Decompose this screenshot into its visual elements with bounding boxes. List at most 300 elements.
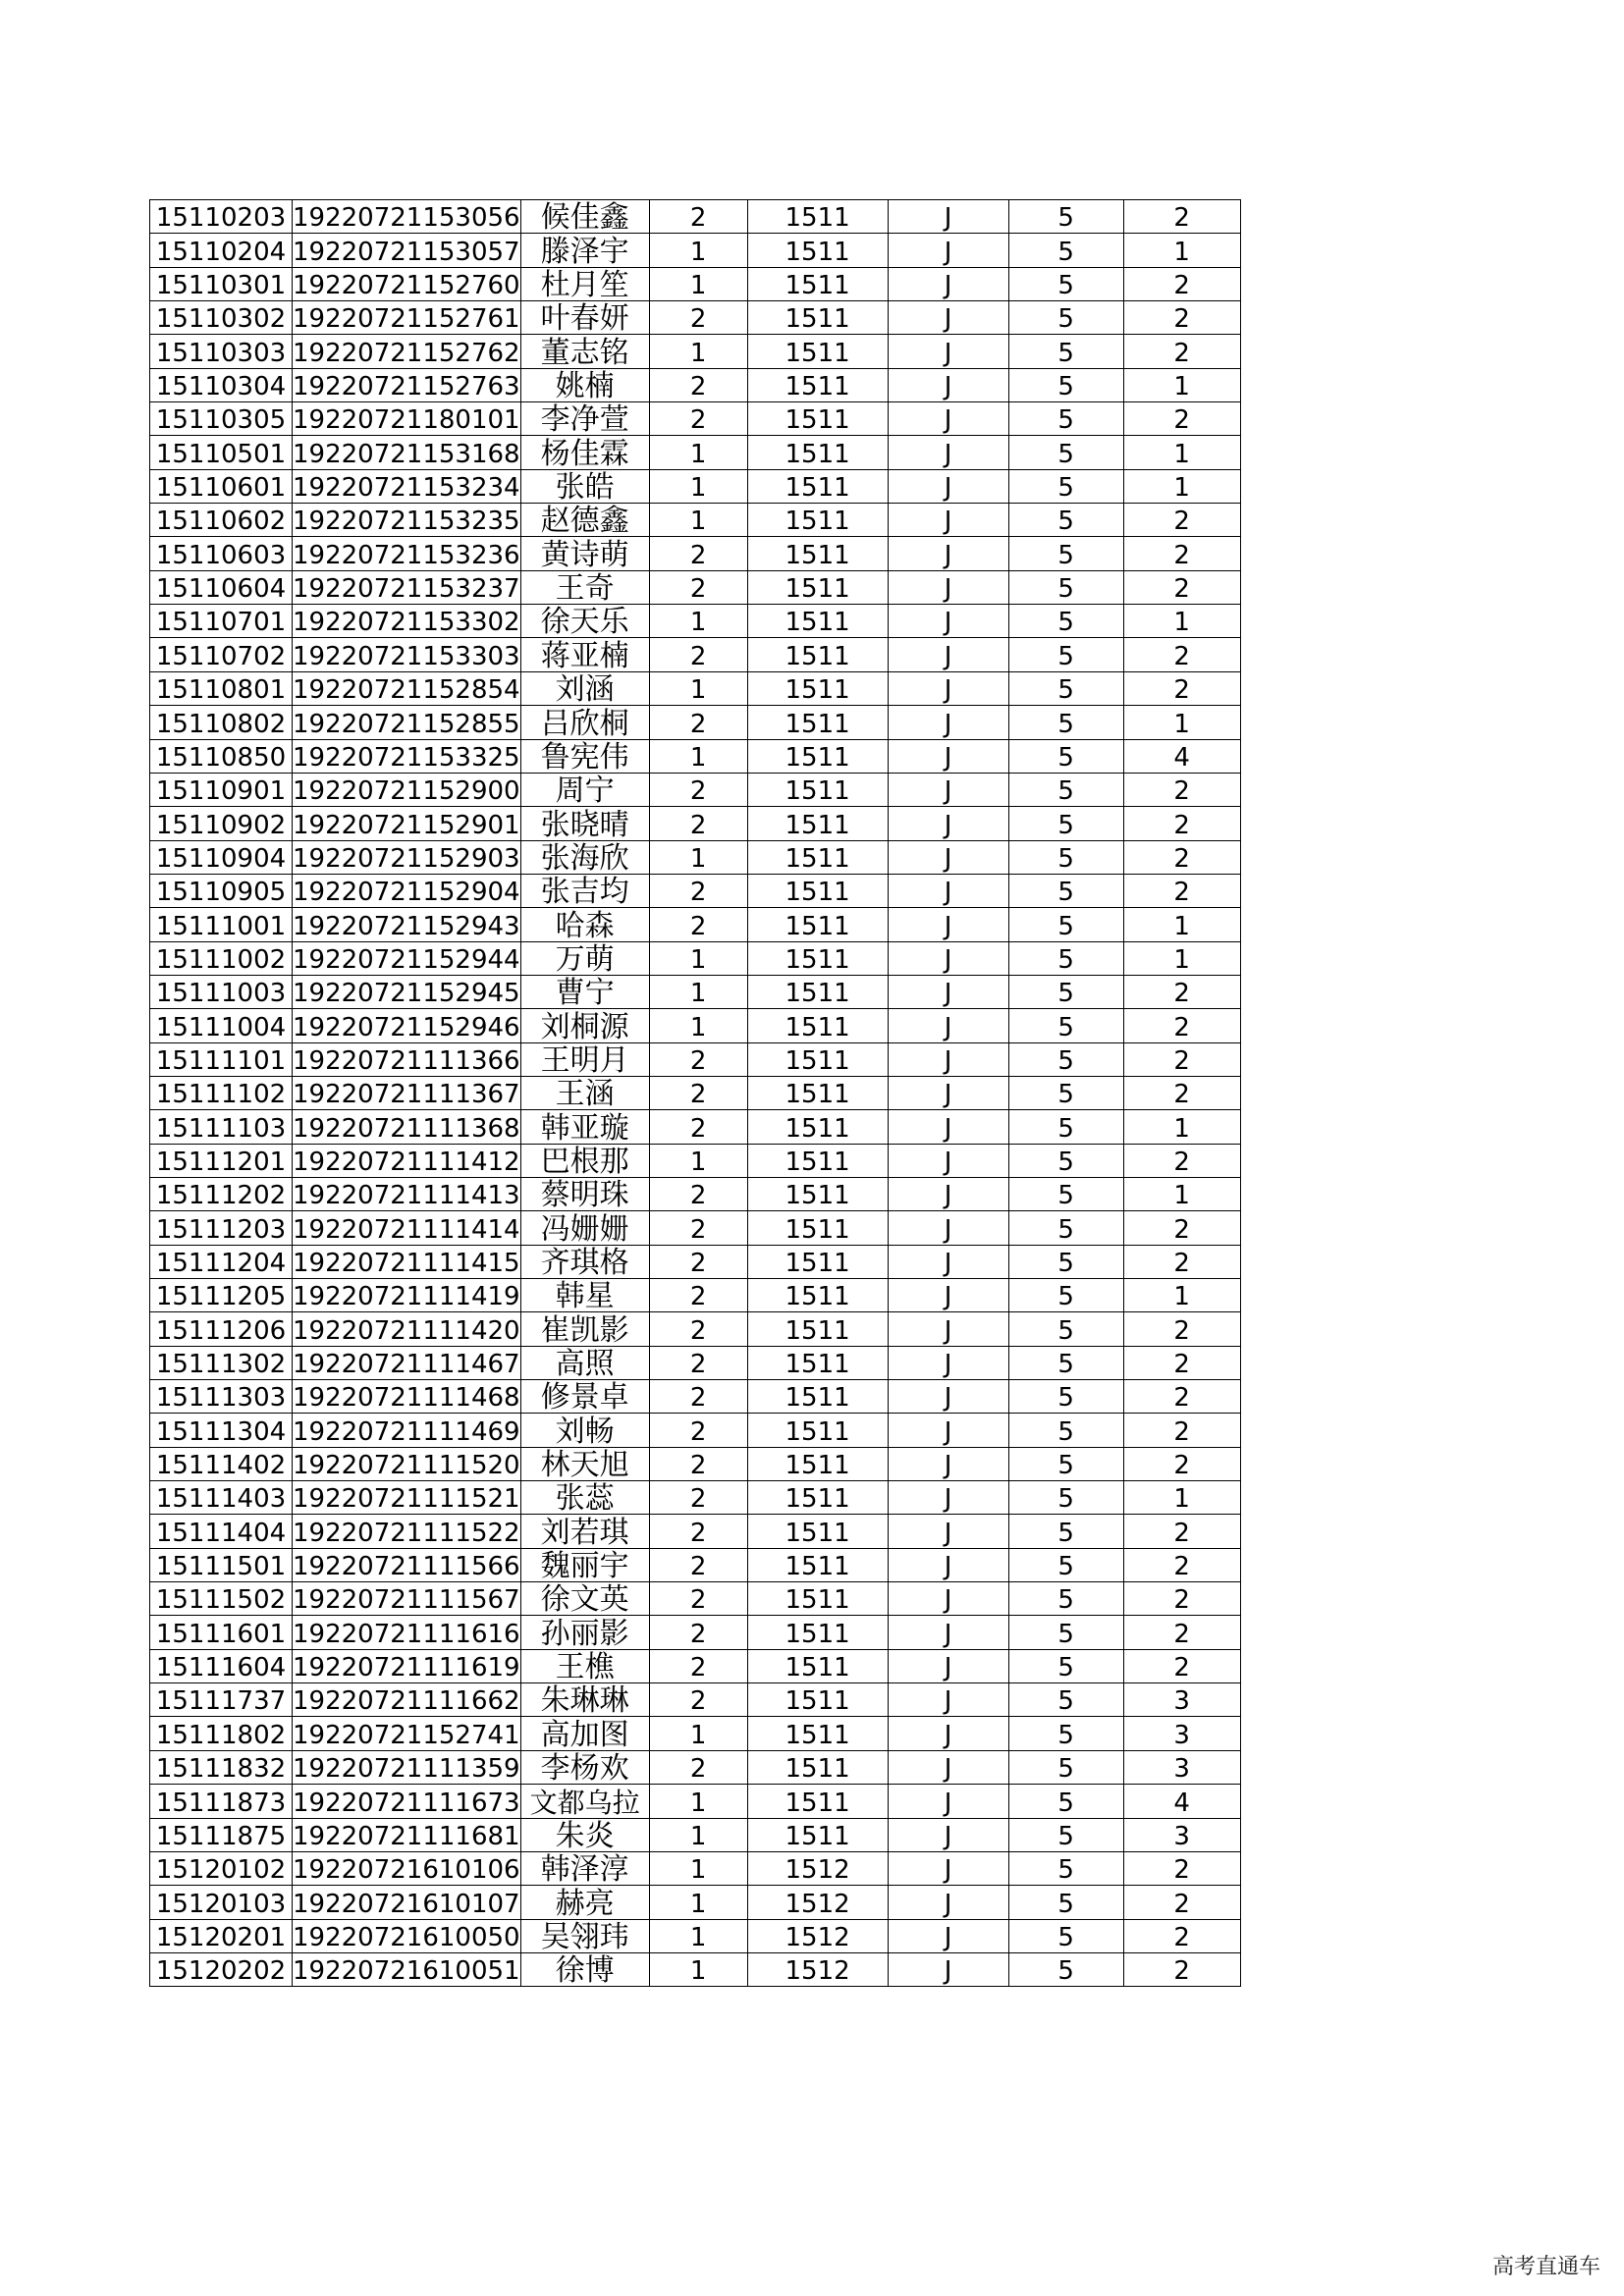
level-cell: 5 bbox=[1008, 1683, 1123, 1717]
name-cell: 候佳鑫 bbox=[520, 200, 649, 234]
registration-number-cell: 19220721152946 bbox=[293, 1009, 521, 1042]
subject-code-cell: 2 bbox=[1123, 1548, 1240, 1581]
level-cell: 5 bbox=[1008, 1649, 1123, 1682]
class-code-cell: 1511 bbox=[747, 1785, 888, 1818]
class-code-cell: 1511 bbox=[747, 671, 888, 705]
level-cell: 5 bbox=[1008, 570, 1123, 604]
gender-code-cell: 2 bbox=[649, 402, 747, 436]
name-cell: 崔凯影 bbox=[520, 1312, 649, 1346]
name-cell: 滕泽宇 bbox=[520, 234, 649, 267]
subject-code-cell: 1 bbox=[1123, 1177, 1240, 1210]
registration-number-cell: 19220721153325 bbox=[293, 739, 521, 773]
class-code-cell: 1511 bbox=[747, 1717, 888, 1750]
registration-number-cell: 19220721111415 bbox=[293, 1245, 521, 1278]
category-cell: J bbox=[888, 1886, 1008, 1919]
exam-id-cell: 15111501 bbox=[150, 1548, 293, 1581]
exam-id-cell: 15110602 bbox=[150, 504, 293, 537]
subject-code-cell: 2 bbox=[1123, 1076, 1240, 1109]
name-cell: 文都乌拉 bbox=[520, 1785, 649, 1818]
gender-code-cell: 2 bbox=[649, 1414, 747, 1447]
subject-code-cell: 1 bbox=[1123, 368, 1240, 401]
name-cell: 万萌 bbox=[520, 941, 649, 975]
category-cell: J bbox=[888, 1851, 1008, 1885]
name-cell: 林天旭 bbox=[520, 1447, 649, 1480]
subject-code-cell: 2 bbox=[1123, 1346, 1240, 1379]
class-code-cell: 1511 bbox=[747, 941, 888, 975]
class-code-cell: 1511 bbox=[747, 1447, 888, 1480]
table-row bbox=[150, 1177, 1241, 1210]
subject-code-cell: 2 bbox=[1123, 200, 1240, 234]
gender-code-cell: 1 bbox=[649, 469, 747, 503]
name-cell: 黄诗萌 bbox=[520, 537, 649, 570]
name-cell: 王奇 bbox=[520, 570, 649, 604]
exam-id-cell: 15111403 bbox=[150, 1481, 293, 1515]
level-cell: 5 bbox=[1008, 638, 1123, 671]
category-cell: J bbox=[888, 638, 1008, 671]
table-row bbox=[150, 570, 1241, 604]
registration-number-cell: 19220721153056 bbox=[293, 200, 521, 234]
category-cell: J bbox=[888, 1346, 1008, 1379]
name-cell: 张蕊 bbox=[520, 1481, 649, 1515]
subject-code-cell: 2 bbox=[1123, 537, 1240, 570]
level-cell: 5 bbox=[1008, 1851, 1123, 1885]
exam-id-cell: 15111101 bbox=[150, 1042, 293, 1076]
exam-id-cell: 15120103 bbox=[150, 1886, 293, 1919]
table-row bbox=[150, 975, 1241, 1008]
level-cell: 5 bbox=[1008, 1177, 1123, 1210]
exam-id-cell: 15110204 bbox=[150, 234, 293, 267]
category-cell: J bbox=[888, 1009, 1008, 1042]
class-code-cell: 1511 bbox=[747, 605, 888, 638]
table-row bbox=[150, 874, 1241, 907]
category-cell: J bbox=[888, 335, 1008, 368]
category-cell: J bbox=[888, 1683, 1008, 1717]
name-cell: 巴根那 bbox=[520, 1144, 649, 1177]
table-row bbox=[150, 1481, 1241, 1515]
name-cell: 吕欣桐 bbox=[520, 706, 649, 739]
registration-number-cell: 19220721111522 bbox=[293, 1515, 521, 1548]
name-cell: 张晓晴 bbox=[520, 807, 649, 840]
gender-code-cell: 1 bbox=[649, 234, 747, 267]
level-cell: 5 bbox=[1008, 1042, 1123, 1076]
registration-number-cell: 19220721111520 bbox=[293, 1447, 521, 1480]
table-row bbox=[150, 1683, 1241, 1717]
exam-id-cell: 15110702 bbox=[150, 638, 293, 671]
exam-id-cell: 15110802 bbox=[150, 706, 293, 739]
level-cell: 5 bbox=[1008, 807, 1123, 840]
class-code-cell: 1511 bbox=[747, 807, 888, 840]
table-row bbox=[150, 1414, 1241, 1447]
exam-id-cell: 15111802 bbox=[150, 1717, 293, 1750]
gender-code-cell: 2 bbox=[649, 807, 747, 840]
registration-number-cell: 19220721152943 bbox=[293, 908, 521, 941]
exam-id-cell: 15110850 bbox=[150, 739, 293, 773]
name-cell: 刘若琪 bbox=[520, 1515, 649, 1548]
gender-code-cell: 2 bbox=[649, 1750, 747, 1784]
exam-id-cell: 15111604 bbox=[150, 1649, 293, 1682]
subject-code-cell: 2 bbox=[1123, 1211, 1240, 1245]
category-cell: J bbox=[888, 1952, 1008, 1986]
class-code-cell: 1511 bbox=[747, 402, 888, 436]
subject-code-cell: 2 bbox=[1123, 1616, 1240, 1649]
registration-number-cell: 19220721111467 bbox=[293, 1346, 521, 1379]
registration-number-cell: 19220721152945 bbox=[293, 975, 521, 1008]
gender-code-cell: 2 bbox=[649, 200, 747, 234]
table-row bbox=[150, 537, 1241, 570]
class-code-cell: 1511 bbox=[747, 1649, 888, 1682]
exam-id-cell: 15120102 bbox=[150, 1851, 293, 1885]
gender-code-cell: 2 bbox=[649, 1346, 747, 1379]
table-row bbox=[150, 1009, 1241, 1042]
name-cell: 徐博 bbox=[520, 1952, 649, 1986]
exam-id-cell: 15111201 bbox=[150, 1144, 293, 1177]
subject-code-cell: 2 bbox=[1123, 301, 1240, 335]
gender-code-cell: 1 bbox=[649, 504, 747, 537]
registration-number-cell: 19220721153237 bbox=[293, 570, 521, 604]
category-cell: J bbox=[888, 1279, 1008, 1312]
class-code-cell: 1511 bbox=[747, 301, 888, 335]
class-code-cell: 1511 bbox=[747, 1177, 888, 1210]
subject-code-cell: 2 bbox=[1123, 402, 1240, 436]
gender-code-cell: 1 bbox=[649, 436, 747, 469]
table-row bbox=[150, 1042, 1241, 1076]
subject-code-cell: 2 bbox=[1123, 504, 1240, 537]
category-cell: J bbox=[888, 1750, 1008, 1784]
gender-code-cell: 2 bbox=[649, 908, 747, 941]
subject-code-cell: 2 bbox=[1123, 1312, 1240, 1346]
level-cell: 5 bbox=[1008, 605, 1123, 638]
class-code-cell: 1511 bbox=[747, 1110, 888, 1144]
registration-number-cell: 19220721610051 bbox=[293, 1952, 521, 1986]
table-row bbox=[150, 1380, 1241, 1414]
name-cell: 张海欣 bbox=[520, 840, 649, 874]
category-cell: J bbox=[888, 1919, 1008, 1952]
exam-id-cell: 15110302 bbox=[150, 301, 293, 335]
category-cell: J bbox=[888, 1312, 1008, 1346]
class-code-cell: 1511 bbox=[747, 975, 888, 1008]
table-row bbox=[150, 1750, 1241, 1784]
class-code-cell: 1511 bbox=[747, 874, 888, 907]
subject-code-cell: 2 bbox=[1123, 1952, 1240, 1986]
exam-id-cell: 15111205 bbox=[150, 1279, 293, 1312]
exam-id-cell: 15111502 bbox=[150, 1582, 293, 1616]
category-cell: J bbox=[888, 469, 1008, 503]
registration-number-cell: 19220721111616 bbox=[293, 1616, 521, 1649]
level-cell: 5 bbox=[1008, 1346, 1123, 1379]
gender-code-cell: 1 bbox=[649, 1851, 747, 1885]
exam-id-cell: 15110501 bbox=[150, 436, 293, 469]
level-cell: 5 bbox=[1008, 773, 1123, 806]
level-cell: 5 bbox=[1008, 671, 1123, 705]
table-row bbox=[150, 739, 1241, 773]
gender-code-cell: 2 bbox=[649, 1211, 747, 1245]
exam-id-cell: 15111873 bbox=[150, 1785, 293, 1818]
category-cell: J bbox=[888, 1447, 1008, 1480]
name-cell: 韩泽淳 bbox=[520, 1851, 649, 1885]
name-cell: 杜月笙 bbox=[520, 267, 649, 300]
exam-id-cell: 15110901 bbox=[150, 773, 293, 806]
category-cell: J bbox=[888, 537, 1008, 570]
gender-code-cell: 2 bbox=[649, 301, 747, 335]
registration-number-cell: 19220721153302 bbox=[293, 605, 521, 638]
registration-number-cell: 19220721152944 bbox=[293, 941, 521, 975]
class-code-cell: 1511 bbox=[747, 908, 888, 941]
level-cell: 5 bbox=[1008, 1211, 1123, 1245]
table-row bbox=[150, 368, 1241, 401]
subject-code-cell: 2 bbox=[1123, 1582, 1240, 1616]
category-cell: J bbox=[888, 402, 1008, 436]
category-cell: J bbox=[888, 1785, 1008, 1818]
name-cell: 高加图 bbox=[520, 1717, 649, 1750]
level-cell: 5 bbox=[1008, 1380, 1123, 1414]
gender-code-cell: 1 bbox=[649, 1818, 747, 1851]
class-code-cell: 1511 bbox=[747, 1683, 888, 1717]
exam-id-cell: 15110603 bbox=[150, 537, 293, 570]
gender-code-cell: 1 bbox=[649, 975, 747, 1008]
gender-code-cell: 1 bbox=[649, 739, 747, 773]
category-cell: J bbox=[888, 570, 1008, 604]
level-cell: 5 bbox=[1008, 1818, 1123, 1851]
name-cell: 刘涵 bbox=[520, 671, 649, 705]
class-code-cell: 1511 bbox=[747, 1245, 888, 1278]
level-cell: 5 bbox=[1008, 908, 1123, 941]
registration-number-cell: 19220721152901 bbox=[293, 807, 521, 840]
category-cell: J bbox=[888, 975, 1008, 1008]
registration-number-cell: 19220721111367 bbox=[293, 1076, 521, 1109]
gender-code-cell: 2 bbox=[649, 570, 747, 604]
gender-code-cell: 1 bbox=[649, 335, 747, 368]
category-cell: J bbox=[888, 200, 1008, 234]
category-cell: J bbox=[888, 1717, 1008, 1750]
registration-number-cell: 19220721111566 bbox=[293, 1548, 521, 1581]
exam-id-cell: 15111102 bbox=[150, 1076, 293, 1109]
registration-number-cell: 19220721111414 bbox=[293, 1211, 521, 1245]
name-cell: 曹宁 bbox=[520, 975, 649, 1008]
table-row bbox=[150, 1919, 1241, 1952]
level-cell: 5 bbox=[1008, 1717, 1123, 1750]
exam-id-cell: 15111303 bbox=[150, 1380, 293, 1414]
subject-code-cell: 3 bbox=[1123, 1818, 1240, 1851]
table-row bbox=[150, 1211, 1241, 1245]
level-cell: 5 bbox=[1008, 1312, 1123, 1346]
category-cell: J bbox=[888, 908, 1008, 941]
subject-code-cell: 2 bbox=[1123, 1414, 1240, 1447]
subject-code-cell: 2 bbox=[1123, 975, 1240, 1008]
subject-code-cell: 2 bbox=[1123, 267, 1240, 300]
gender-code-cell: 1 bbox=[649, 1144, 747, 1177]
table-row bbox=[150, 1245, 1241, 1278]
gender-code-cell: 2 bbox=[649, 537, 747, 570]
exam-id-cell: 15111204 bbox=[150, 1245, 293, 1278]
gender-code-cell: 1 bbox=[649, 1785, 747, 1818]
table-row bbox=[150, 200, 1241, 234]
table-row bbox=[150, 706, 1241, 739]
subject-code-cell: 2 bbox=[1123, 1245, 1240, 1278]
gender-code-cell: 2 bbox=[649, 1042, 747, 1076]
category-cell: J bbox=[888, 1582, 1008, 1616]
category-cell: J bbox=[888, 605, 1008, 638]
table-row bbox=[150, 1312, 1241, 1346]
gender-code-cell: 2 bbox=[649, 1616, 747, 1649]
exam-id-cell: 15111304 bbox=[150, 1414, 293, 1447]
level-cell: 5 bbox=[1008, 1616, 1123, 1649]
registration-number-cell: 19220721111468 bbox=[293, 1380, 521, 1414]
class-code-cell: 1511 bbox=[747, 773, 888, 806]
class-code-cell: 1511 bbox=[747, 436, 888, 469]
name-cell: 王樵 bbox=[520, 1649, 649, 1682]
class-code-cell: 1511 bbox=[747, 840, 888, 874]
exam-id-cell: 15111004 bbox=[150, 1009, 293, 1042]
name-cell: 李杨欢 bbox=[520, 1750, 649, 1784]
table-body bbox=[150, 200, 1241, 1987]
level-cell: 5 bbox=[1008, 1952, 1123, 1986]
exam-id-cell: 15110601 bbox=[150, 469, 293, 503]
name-cell: 张皓 bbox=[520, 469, 649, 503]
gender-code-cell: 2 bbox=[649, 638, 747, 671]
class-code-cell: 1511 bbox=[747, 638, 888, 671]
category-cell: J bbox=[888, 504, 1008, 537]
class-code-cell: 1511 bbox=[747, 537, 888, 570]
name-cell: 徐文英 bbox=[520, 1582, 649, 1616]
name-cell: 赫亮 bbox=[520, 1886, 649, 1919]
exam-id-cell: 15111737 bbox=[150, 1683, 293, 1717]
registration-number-cell: 19220721152763 bbox=[293, 368, 521, 401]
category-cell: J bbox=[888, 301, 1008, 335]
subject-code-cell: 1 bbox=[1123, 1110, 1240, 1144]
gender-code-cell: 1 bbox=[649, 1009, 747, 1042]
class-code-cell: 1511 bbox=[747, 1548, 888, 1581]
subject-code-cell: 4 bbox=[1123, 739, 1240, 773]
level-cell: 5 bbox=[1008, 537, 1123, 570]
category-cell: J bbox=[888, 1211, 1008, 1245]
subject-code-cell: 2 bbox=[1123, 1144, 1240, 1177]
registration-number-cell: 19220721153303 bbox=[293, 638, 521, 671]
gender-code-cell: 2 bbox=[649, 1548, 747, 1581]
category-cell: J bbox=[888, 1414, 1008, 1447]
registration-number-cell: 19220721111413 bbox=[293, 1177, 521, 1210]
category-cell: J bbox=[888, 1548, 1008, 1581]
category-cell: J bbox=[888, 1144, 1008, 1177]
exam-id-cell: 15111003 bbox=[150, 975, 293, 1008]
gender-code-cell: 2 bbox=[649, 1649, 747, 1682]
registration-number-cell: 19220721152855 bbox=[293, 706, 521, 739]
exam-id-cell: 15111875 bbox=[150, 1818, 293, 1851]
name-cell: 韩星 bbox=[520, 1279, 649, 1312]
registration-number-cell: 19220721111368 bbox=[293, 1110, 521, 1144]
registration-number-cell: 19220721180101 bbox=[293, 402, 521, 436]
class-code-cell: 1511 bbox=[747, 1616, 888, 1649]
gender-code-cell: 2 bbox=[649, 1279, 747, 1312]
category-cell: J bbox=[888, 1481, 1008, 1515]
category-cell: J bbox=[888, 1818, 1008, 1851]
name-cell: 孙丽影 bbox=[520, 1616, 649, 1649]
level-cell: 5 bbox=[1008, 504, 1123, 537]
category-cell: J bbox=[888, 874, 1008, 907]
class-code-cell: 1511 bbox=[747, 706, 888, 739]
subject-code-cell: 2 bbox=[1123, 1919, 1240, 1952]
level-cell: 5 bbox=[1008, 941, 1123, 975]
watermark: 高考直通车 bbox=[1491, 2255, 1600, 2279]
level-cell: 5 bbox=[1008, 402, 1123, 436]
class-code-cell: 1511 bbox=[747, 267, 888, 300]
data-table bbox=[149, 199, 1241, 1987]
name-cell: 刘桐源 bbox=[520, 1009, 649, 1042]
level-cell: 5 bbox=[1008, 301, 1123, 335]
class-code-cell: 1511 bbox=[747, 1144, 888, 1177]
subject-code-cell: 2 bbox=[1123, 1886, 1240, 1919]
level-cell: 5 bbox=[1008, 1785, 1123, 1818]
name-cell: 叶春妍 bbox=[520, 301, 649, 335]
name-cell: 刘畅 bbox=[520, 1414, 649, 1447]
exam-id-cell: 15111002 bbox=[150, 941, 293, 975]
table-row bbox=[150, 335, 1241, 368]
category-cell: J bbox=[888, 368, 1008, 401]
level-cell: 5 bbox=[1008, 1582, 1123, 1616]
name-cell: 李净萱 bbox=[520, 402, 649, 436]
gender-code-cell: 2 bbox=[649, 773, 747, 806]
class-code-cell: 1511 bbox=[747, 1380, 888, 1414]
table-row bbox=[150, 1515, 1241, 1548]
registration-number-cell: 19220721111366 bbox=[293, 1042, 521, 1076]
table-row bbox=[150, 1279, 1241, 1312]
registration-number-cell: 19220721152903 bbox=[293, 840, 521, 874]
registration-number-cell: 19220721111420 bbox=[293, 1312, 521, 1346]
gender-code-cell: 2 bbox=[649, 1515, 747, 1548]
exam-id-cell: 15111103 bbox=[150, 1110, 293, 1144]
gender-code-cell: 2 bbox=[649, 1312, 747, 1346]
exam-id-cell: 15111001 bbox=[150, 908, 293, 941]
registration-number-cell: 19220721152900 bbox=[293, 773, 521, 806]
exam-id-cell: 15110905 bbox=[150, 874, 293, 907]
subject-code-cell: 4 bbox=[1123, 1785, 1240, 1818]
class-code-cell: 1511 bbox=[747, 570, 888, 604]
name-cell: 修景卓 bbox=[520, 1380, 649, 1414]
table-row bbox=[150, 773, 1241, 806]
gender-code-cell: 2 bbox=[649, 1177, 747, 1210]
subject-code-cell: 1 bbox=[1123, 605, 1240, 638]
gender-code-cell: 1 bbox=[649, 267, 747, 300]
exam-id-cell: 15110904 bbox=[150, 840, 293, 874]
class-code-cell: 1512 bbox=[747, 1886, 888, 1919]
registration-number-cell: 19220721111619 bbox=[293, 1649, 521, 1682]
class-code-cell: 1511 bbox=[747, 504, 888, 537]
name-cell: 姚楠 bbox=[520, 368, 649, 401]
exam-id-cell: 15120201 bbox=[150, 1919, 293, 1952]
exam-id-cell: 15111202 bbox=[150, 1177, 293, 1210]
gender-code-cell: 2 bbox=[649, 706, 747, 739]
level-cell: 5 bbox=[1008, 267, 1123, 300]
class-code-cell: 1511 bbox=[747, 1211, 888, 1245]
gender-code-cell: 1 bbox=[649, 1952, 747, 1986]
exam-id-cell: 15111203 bbox=[150, 1211, 293, 1245]
gender-code-cell: 1 bbox=[649, 671, 747, 705]
subject-code-cell: 1 bbox=[1123, 436, 1240, 469]
subject-code-cell: 2 bbox=[1123, 1515, 1240, 1548]
table-row bbox=[150, 840, 1241, 874]
subject-code-cell: 2 bbox=[1123, 1649, 1240, 1682]
registration-number-cell: 19220721111521 bbox=[293, 1481, 521, 1515]
name-cell: 蔡明珠 bbox=[520, 1177, 649, 1210]
table-row bbox=[150, 1548, 1241, 1581]
subject-code-cell: 1 bbox=[1123, 1279, 1240, 1312]
subject-code-cell: 2 bbox=[1123, 773, 1240, 806]
table-row bbox=[150, 301, 1241, 335]
exam-id-cell: 15111404 bbox=[150, 1515, 293, 1548]
registration-number-cell: 19220721152741 bbox=[293, 1717, 521, 1750]
class-code-cell: 1511 bbox=[747, 1515, 888, 1548]
table-row bbox=[150, 1818, 1241, 1851]
level-cell: 5 bbox=[1008, 200, 1123, 234]
